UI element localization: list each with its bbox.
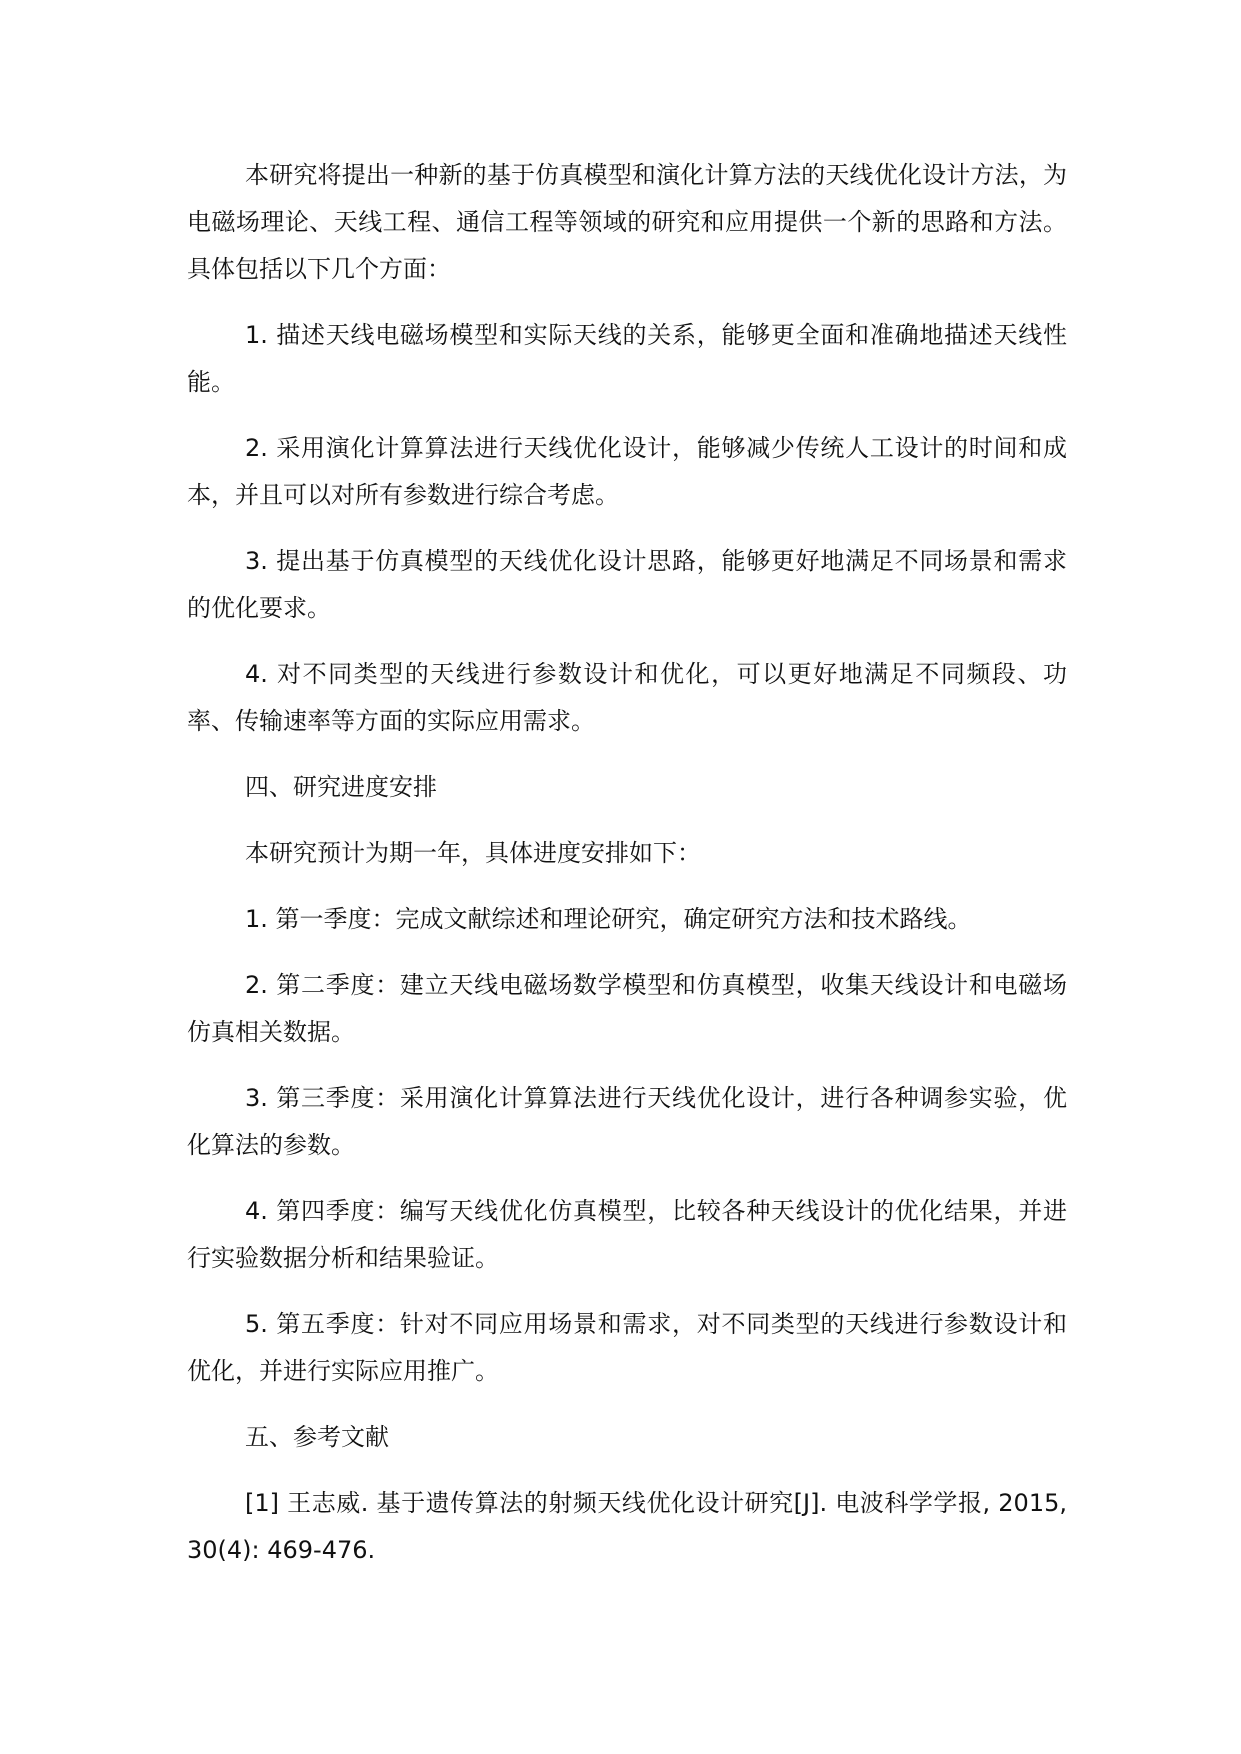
schedule-intro: 本研究预计为期一年，具体进度安排如下： (245, 839, 701, 867)
schedule-item-3: 3. 第三季度：采用演化计算算法进行天线优化设计，进行各种调参实验，优化算法的参数。 (187, 1084, 1067, 1159)
section-heading-schedule: 四、研究进度安排 (245, 773, 437, 801)
aspect-item-4: 4. 对不同类型的天线进行参数设计和优化，可以更好地满足不同频段、功率、传输速率等方面的实际应用需求。 (187, 660, 1067, 735)
schedule-item-2: 2. 第二季度：建立天线电磁场数学模型和仿真模型，收集天线设计和电磁场仿真相关数据。 (187, 971, 1067, 1046)
aspect-item-3: 3. 提出基于仿真模型的天线优化设计思路，能够更好地满足不同场景和需求的优化要求。 (187, 547, 1067, 622)
aspect-item-2: 2. 采用演化计算算法进行天线优化设计，能够减少传统人工设计的时间和成本，并且可以对所有参数进行综合考虑。 (187, 434, 1067, 509)
document-page (187, 152, 1067, 1593)
schedule-item-4: 4. 第四季度：编写天线优化仿真模型，比较各种天线设计的优化结果，并进行实验数据分析和结果验证。 (187, 1197, 1067, 1272)
intro-paragraph: 本研究将提出一种新的基于仿真模型和演化计算方法的天线优化设计方法，为电磁场理论、天线工程、通信工程等领域的研究和应用提供一个新的思路和方法。具体包括以下几个方面： (187, 161, 1067, 283)
aspect-item-1: 1. 描述天线电磁场模型和实际天线的关系，能够更全面和准确地描述天线性能。 (187, 321, 1067, 396)
schedule-item-5: 5. 第五季度：针对不同应用场景和需求，对不同类型的天线进行参数设计和优化，并进行实际应用推广。 (187, 1310, 1067, 1385)
section-heading-references: 五、参考文献 (245, 1423, 389, 1451)
reference-item-1: [1] 王志威. 基于遗传算法的射频天线优化设计研究[J]. 电波科学学报, 2015, 30(4): 469-476. (187, 1489, 1067, 1564)
schedule-item-1: 1. 第一季度：完成文献综述和理论研究，确定研究方法和技术路线。 (245, 905, 972, 933)
